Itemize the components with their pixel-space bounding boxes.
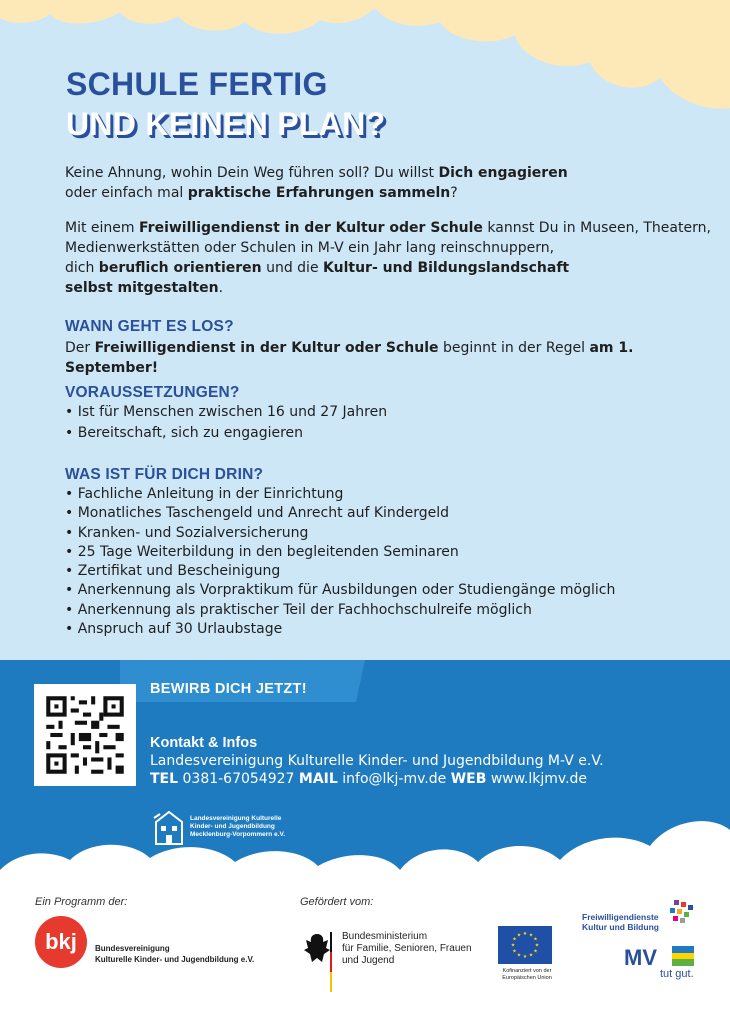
svg-text:★: ★ (533, 948, 538, 955)
requirements-heading: VORAUSSETZUNGEN? (65, 384, 240, 401)
list-item: • Anerkennung als praktischer Teil der Fachhochschulreife möglich (65, 601, 715, 620)
website-link[interactable]: www.lkjmv.de (490, 771, 588, 787)
headline-line-1: SCHULE FERTIG (66, 66, 328, 102)
list-item: • Anerkennung als Vorpraktikum für Ausbildungen oder Studiengänge möglich (65, 581, 715, 600)
benefits-list (65, 485, 715, 639)
list-item: • Anspruch auf 30 Urlaubstage (65, 620, 715, 639)
phone-number[interactable]: 0381-67054927 (182, 771, 295, 787)
svg-text:★: ★ (512, 948, 517, 955)
freiwilligendienste-logo-text: Freiwilligendienste Kultur und Bildung (582, 912, 659, 932)
svg-text:★: ★ (528, 932, 534, 939)
eu-cofunded-text: Kofinanziert von der Europäischen Union (502, 968, 552, 981)
mv-tagline: tut gut. (660, 968, 694, 980)
svg-text:★: ★ (516, 932, 522, 939)
qr-code[interactable] (34, 684, 136, 786)
svg-text:★: ★ (533, 936, 538, 943)
freiwilligendienste-squares-icon (664, 900, 696, 926)
contact-details: TEL 0381-67054927 MAIL info@lkj-mv.de WEB www.lkjmv.de (150, 771, 588, 787)
list-item: • Fachliche Anleitung in der Einrichtung (65, 485, 715, 504)
apply-now-label[interactable]: BEWIRB DICH JETZT! (150, 681, 307, 697)
svg-text:★: ★ (512, 936, 517, 943)
requirements-list (65, 403, 715, 444)
contact-heading: Kontakt & Infos (150, 735, 258, 751)
email-link[interactable]: info@lkj-mv.de (342, 771, 447, 787)
intro-paragraph-1: Keine Ahnung, wohin Dein Weg führen soll? Du willst Dich engagieren oder einfach mal praktische Erfahrungen sammeln? (65, 165, 568, 201)
start-heading: WANN GEHT ES LOS? (65, 318, 234, 335)
list-item: • Zertifikat und Bescheinigung (65, 562, 715, 581)
list-item: • Bereitschaft, sich zu engagieren (65, 424, 715, 443)
bkj-logo: bkj (35, 916, 87, 968)
svg-text:★: ★ (510, 942, 516, 949)
eu-flag-icon (498, 926, 552, 964)
top-cloud-decoration (0, 0, 730, 120)
qr-code-icon (34, 684, 136, 786)
list-item: • Kranken- und Sozialversicherung (65, 524, 715, 543)
federal-eagle-icon (302, 930, 332, 992)
list-item: • Ist für Menschen zwischen 16 und 27 Jahren (65, 403, 715, 422)
intro-paragraph-2: Mit einem Freiwilligendienst in der Kultur oder Schule kannst Du in Museen, Theatern, Medienwerkstätten oder Schulen in M-V ein Jahr lang reinschnuppern, dich beruflich orientieren und die Kultur- und Bildungslandschaft selbst mitgestalten. (65, 220, 711, 296)
svg-text:★: ★ (522, 931, 528, 937)
benefits-heading: WAS IST FÜR DICH DRIN? (65, 466, 264, 483)
svg-text:★: ★ (516, 952, 522, 959)
svg-text:★: ★ (528, 952, 534, 959)
lkj-logo-text: Landesvereinigung Kulturelle Kinder- und Jugendbildung Mecklenburg-Vorpommern e.V. (190, 815, 285, 838)
program-label: Ein Programm der: (35, 896, 128, 908)
funded-label: Gefördert vom: (300, 896, 374, 908)
list-item: • Monatliches Taschengeld und Anrecht auf Kindergeld (65, 504, 715, 523)
start-text: Der Freiwilligendienst in der Kultur oder Schule beginnt in der Regel am 1. September! (65, 340, 634, 376)
mv-logo: MV (624, 945, 657, 970)
contact-organization: Landesvereinigung Kulturelle Kinder- und Jugendbildung M-V e.V. (150, 753, 604, 769)
mv-flag-icon (672, 946, 694, 966)
bkj-logo-text: Bundesvereinigung Kulturelle Kinder- und Jugendbildung e.V. (95, 944, 255, 964)
headline-line-2: UND KEINEN PLAN? (66, 106, 386, 142)
svg-text:★: ★ (522, 954, 528, 960)
svg-text:★: ★ (534, 942, 540, 949)
bmfsfj-logo-text: Bundesministerium für Familie, Senioren, Frauen und Jugend (342, 931, 472, 966)
list-item: • 25 Tage Weiterbildung in den begleitenden Seminaren (65, 543, 715, 562)
